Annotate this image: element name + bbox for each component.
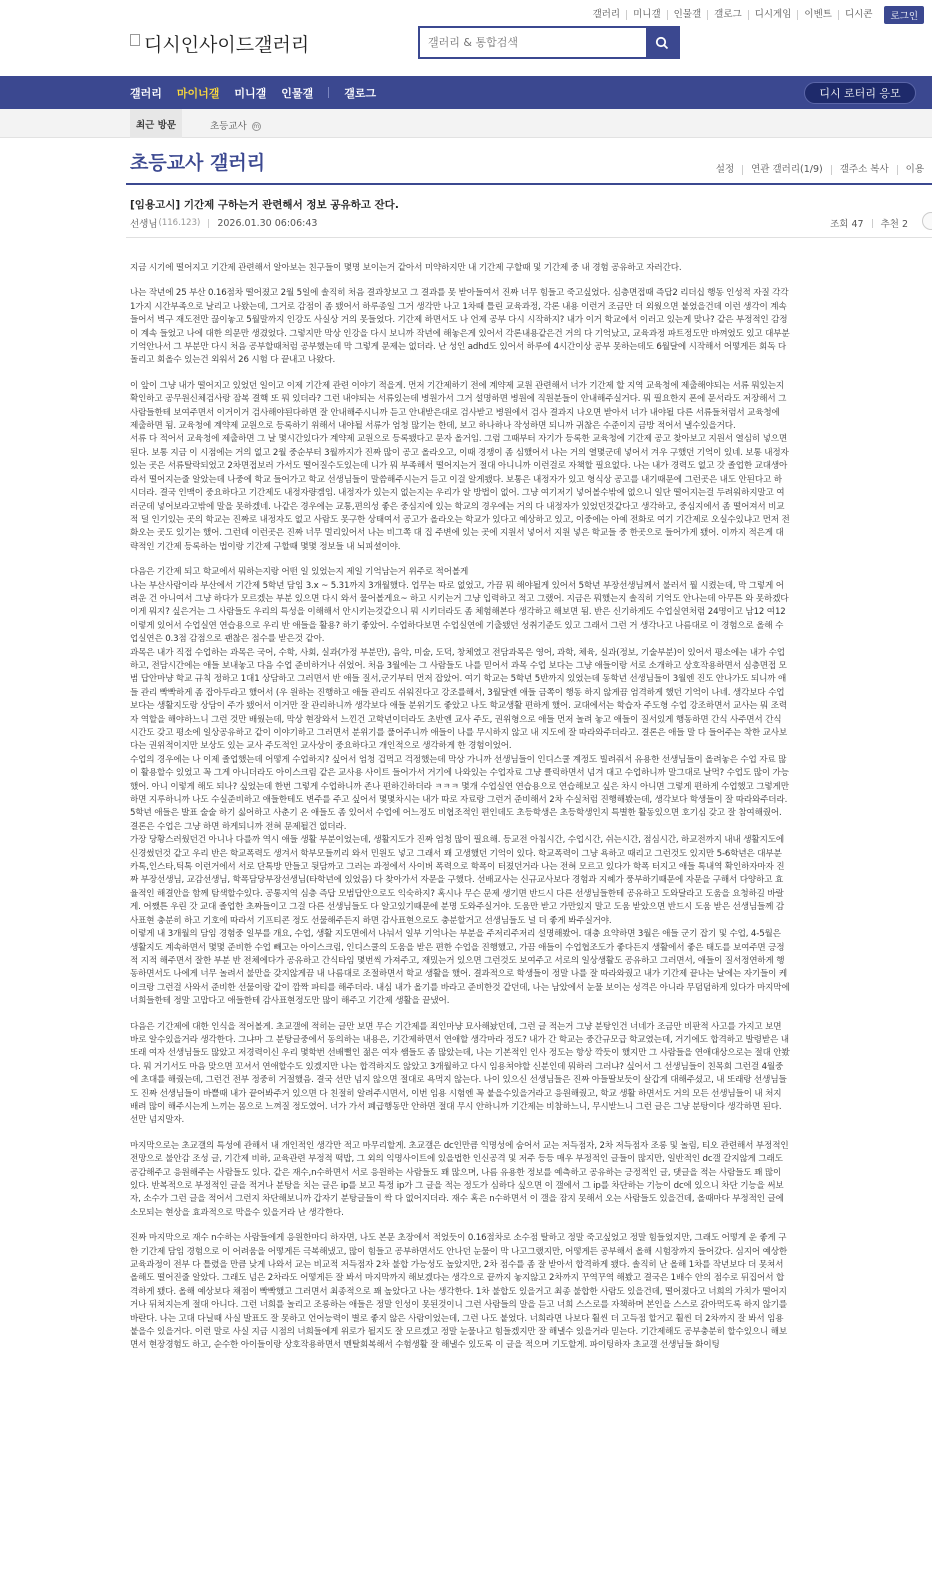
top-links — [587, 6, 924, 24]
nav-divider — [328, 87, 329, 98]
post-paragraph: 가장 당황스러웠던건 아니나 다를까 역시 애들 생활 부분이었는데, 생활지도가 진짜 엄청 많이 필요해. 등교전 아침시간, 수업시간, 쉬는시간, 점심시간, 하교전까지 내내 생활지도에 신경썼던것 같고 우리 반은 학교폭력도 생겨서 학부모들끼리 와서 민원도 넣고 그래서 꽤 고생했던 기억이 있다. 학교폭력이 그냥 욕하고 때리고 그런것도 있지만 5-6학년은 대부분 카톡,인스타,틱톡 이런거에서 서로 단톡방 만들고 뒷담까고 그러는 과정에서 사이버 폭력으로 학폭이 터졌던거라 나는 전혀 모르고 있다가 학폭 터지고 애들 톡내역 확인하자마자 진짜 부장선생님, 교감선생님, 학폭담당부장선생님(타학년에 있었음) 다 찾아가서 자문을 구했다. 선배교사는 신규교사보다 경험과 지혜가 풍부하기때문에 자문을 구해서 다양하고 효율적인 해결안을 함께 탐색할수있다. 공통지역 심층 즉답 모범답안으로도 익숙하지? 혹시나 무슨 문제 생기면 반드시 다른 선생님들한테 공유하고 도와달라고 도움을 요청하길 바랄게. 어쨌튼 우린 갓 교대 졸업한 초짜들이고 그걸 다른 선생님들도 다 알고있기때문에 분명 도와주실거야. 도움만 받고 가만있지 말고 도움 받았으면 반드시 도움 받은 선생님들께 감사표현 충분히 하고 기호에 따라서 기프티콘 정도 선물해주든지 하면 감사표현으로도 충분할거고 선생님들도 널 더 좋게 봐주실거야. — [130, 835, 785, 926]
post-paragraph: 진짜 마지막으로 재수 n수하는 사람들에게 응원한마디 하자면, 나도 본문 초장에서 적었듯이 0.16점차로 소수점 탈하고 정말 죽고싶었고 정말 힘들었지만, 그래도 어떻게 운 좋게 구한 기간제 담임 경험으로 이 어려움을 어떻게든 극복해냈고, 많이 힘들고 공부하면서도 안나던 눈물이 막 나고그랬지만, 어떻게든 공부해서 올해 시험장까지 들어갔다. 심지어 예상한 교육과정이 전부 다 틀렸을 만큼 낮게 나와서 교는 비교적 저득점자 2차 불합 가능성도 높았지만, 2차 점수를 좀 잘 받아서 합격하게 됐다. 솔직히 난 올해 1차를 작년보다 더 못쳐서 올해도 떨어진줄 알았다. 그래도 넘은 2차라도 어떻게든 잘 봐서 마지막까지 해보겠다는 생각으로 끝까지 놓지않고 2차까지 꾸역꾸역 해봤고 결국은 1배수 안의 점수로 뒤집어서 합격하게 됐다. 올해 예상보다 채점이 빡빡했고 그러면서 최종적으로 꽤 높았다고 나는 생각한다. 1차 불합도 있을거고 최종 불합한 사람도 있을건데, 떨어졌다고 너희의 가치가 떨어지거나 뒤쳐지는게 절대 아니다. 그런 너희를 놀리고 조롱하는 애들은 정말 인성이 못된것이니 그런 사람들의 말을 듣고 너희 스스로를 자책하며 본인을 스스로 갉아먹도록 하지 않기를 바란다. 나는 고대 다닐때 사실 발표도 잘 못하고 언어능력이 별로 좋지 않은 사람이었는데, 그런 나도 붙었다. 너희라면 나보다 훨씬 더 고득점 할거고 훨씬 더 2차까지 잘 봐서 임용 붙을수 있을거다. 이런 말로 사실 지금 시점의 너희들에게 위로가 될지도 잘 모르겠고 정말 눈물나고 힘들겠지만 잘 해낼수 있을거라 믿는다. 기간제해도 공부충분히 할수있으니 해보면서 현장경험도 하고, 순수한 아이들이랑 상호작용하면서 멘탈회복해서 수험생활 잘 해낼수 있도록 이 글을 적으며 기도할게. 파이팅하자 초교갤 선생님들 화이팅 — [130, 1233, 788, 1351]
copy-gallery-url-link[interactable]: 갤주소 복사 — [831, 165, 897, 175]
post-info — [130, 216, 317, 230]
post-paragraph: 다음은 기간제 되고 학교에서 뭐하는지랑 어떤 일 있었는지 제일 기억남는거 위주로 적어볼게 — [130, 567, 469, 578]
nav-item-gallery[interactable]: 갤러리 — [130, 86, 162, 100]
top-link-dccon[interactable]: 디시콘 — [838, 10, 879, 20]
nav-item-minorgal[interactable]: 마이너갤 — [176, 86, 220, 100]
post-paragraph: 수업의 경우에는 나 이제 졸업했는데 어떻게 수업하지? 싶어서 엄청 겁먹고 걱정했는데 막상 가니까 선생님들이 인디스쿨 계정도 빌려줘서 유용한 선생님들이 올려놓은 수업 자료 많이 활용할수 있었고 꼭 그게 아니더라도 아이스크림 같은 교사용 사이트 들어가서 거기에 나와있는 수업자료 그냥 클릭하면서 넘겨 대고 수업하니까 말그대로 날먹? 수업도 많이 가능했어. 아니 이렇게 해도 되나? 싶었는데 한번 그렇게 수업하니까 존나 편하긴하더라 ㅋㅋㅋ 몇개 수업실연 연습용으로 연습해보고 싶은 차시 아니면 그렇게 편하게 수업했고 그렇게만 하면 지루하니까 나도 수실준비하고 애들한테도 변주를 주고 싶어서 몇몇차시는 내가 따로 자료랑 그런거 준비해서 2차 수실처럼 진행해봤는데, 생각보다 학생들이 잘 따라와주더라. 5학년 애들은 발표 술술 하기 싫어하고 사춘기 온 애들도 좀 있어서 수업에 어느정도 비협조적인 편인데도 초등학생은 초등학생인지 특별한 활동있으면 호기심 갖고 잘 참여해줬어. 결론은 수업은 그냥 하면 하게되니까 전혀 문제될건 없더라. — [130, 754, 789, 832]
related-galleries-link[interactable]: 연관 갤러리(1/9) — [742, 165, 831, 175]
post-title: [임용고시] 기간제 구하는거 관련해서 정보 공유하고 잔다. — [130, 199, 399, 211]
top-link-person[interactable]: 인물갤 — [667, 10, 708, 20]
post-author-ip: (116.123) — [158, 218, 201, 228]
top-link-gallery[interactable]: 갤러리 — [592, 9, 621, 20]
top-link-gallog[interactable]: 갤로그 — [707, 10, 748, 20]
post-paragraph: 나는 부산사람이라 부산에서 기간제 5학년 담임 3.x ~ 5.31까지 3개월했다. 업무는 따로 없었고, 가끔 뭐 해야될게 있어서 5학년 부장선생님께서 불러서 뭘 시켰는데, 막 그렇게 어려운 건 아니여서 그냥 하다가 모르겠는 부분 있으면 다시 와서 물어볼게요~ 하고 시키는거 그냥 입력하고 적고 그랬어. 지금은 뭐했는지 솔직히 기억도 안나는데 아무튼 와 못하겠다 이게 뭐지? 싶은거는 그 사람들도 우리의 특성을 이해해서 안시키는것같으니 뭐 시키더라도 좀 체험해본다 생각하고 해보면 됨. 반은 신기하게도 수업실연처럼 24명이고 남12 여12 이렇게 있어서 수업실연 연습용으로 우리 반 애들을 활용? 하기 좋았어. 수업하다보면 수업실연에 기출됐던 성취기준도 있고 그래서 그런 거 생각나고 나름대로 이 경험으로 올해 수업실연은 0.3점 감점으로 괜찮은 점수를 받은것 같아. — [130, 580, 789, 645]
search-input[interactable] — [420, 28, 646, 57]
search-icon — [655, 36, 669, 50]
nav-item-gallog[interactable]: 갤로그 — [344, 86, 377, 100]
gallery-usage-link[interactable]: 이용 — [897, 165, 932, 175]
post-paragraph: 지금 시기에 떨어지고 기간제 관련해서 알아보는 친구들이 몇명 보이는거 같아서 미약하지만 내 기간제 구할때 및 기간제 중 내 경험 공유하고 자러간다. — [130, 263, 682, 273]
main-nav — [0, 76, 932, 109]
recent-visits-label: 최근 방문 — [130, 109, 182, 138]
nav-item-minigal[interactable]: 미니갤 — [234, 86, 267, 100]
post-stats — [830, 216, 908, 230]
post-views: 조회 47 — [830, 219, 864, 230]
post-paragraph: 나는 작년에 25 부산 0.16점차 떨어졌고 2월 5일에 솔직히 처음 결과창보고 그 결과를 못 받아들여서 진짜 너무 힘들고 죽고싶었다. 심층면접때 즉답2 리더십 행동 인성적 자질 각각 1가지 시간부족으로 날리고 나왔는데, 그거로 감점이 좀 됐어서 하루종일 그거 생각만 나고 1차때 틀린 교육과정, 각론 내용 이런거 조금만 더 외웠으면 붙었을건데 이런 생각이 계속 들어서 벽구 재도전만 끊이놓고 5월말까지 인강도 사실상 거의 못들었다. 기간제 하면서도 나 언제 공부 다시 시작하지? 내가 이거 학교에서 이러고 있는게 맞나? 같은 부정적인 감정이 계속 들었고 나에 대한 의문만 생겼었다. 그렇지만 막상 인강을 다시 보니까 작년에 해놓은게 있어서 각론내용같은건 거의 다 기억났고, 교육과정 파트정도만 바껴었도 있고 대부분 기억안나서 그 부분만 다시 처음 공부할때처럼 공부했는데 막 그렇게 문제는 없더라. 난 성인 adhd도 있어서 하루에 4시간이상 공부 못하는데도 6월달에 시작해서 어떻게든 회독 다 돌리고 회올수 있는건 외워서 26 시험 다 끝내고 나왔다. — [130, 288, 790, 366]
gallery-menu — [708, 165, 932, 175]
broken-image-icon — [130, 34, 140, 46]
nav-item-persongal[interactable]: 인물갤 — [281, 86, 314, 100]
gallery-divider — [126, 183, 932, 185]
gallery-title[interactable]: 초등교사 갤러리 — [130, 152, 266, 174]
site-logo[interactable] — [130, 30, 309, 57]
post-paragraph: 다음은 기간제에 대한 인식을 적어볼게. 초교갤에 적히는 글만 보면 무슨 기간제를 죄인마냥 묘사해놨던데, 그런 글 적는거 그냥 분탕인건 너네가 조금만 비판적 사고를 가지고 보면 바로 알수있을거라 생각한다. 그냐마 그 분탕글중에서 동의하는 내용은, 기간제하면서 연애할 생각마라 정도? 내가 간 학교는 중간규모급 학교였는데, 거기에도 합격하고 발령받은 내 또래 여자 선생님들도 많았고 저경력이신 우리 몇학번 선배뻘인 젊은 여자 쌤들도 좀 많았는데, 나는 기본적인 인사 정도는 항상 깍듯이 했지만 그 사람들을 연애대상으로는 절대 안봤다. 뭐 거기서도 마음 맞으면 꼬셔서 연애할수도 있겠지만 나는 합격하지도 않았고 3개월하고 다시 임용쳐야할 신분인데 뭐하러 그러냐? 싶어서 그 선생님들이 친목회 그런걸 4월중에 초대를 해줬는데, 그런건 전부 정중히 거절했음. 결국 선만 넘지 않으면 절대로 욕먹지 않는다. 나이 있으신 선생님들은 진짜 아들딸보듯이 살갑게 대해주셨고, 내 또래랑 선생님들도 진짜 선생님들이 바쁠때 내가 끝어봐주거 있으면 다 친절히 알려주시면서, 이번 임용 시험엔 꼭 붙을수있을거라고 응원해줬고, 학교 생활 하면서도 거의 모든 선생님들이 내 처지 배려 많이 해주시는게 느끼는 몸으로 느껴질 정도였어. 너가 가서 폐급행동만 안하면 절대 무시 안하니까 기간제는 비참하느니, 무시받느니 그런 글은 그냥 분탕이다 생각하면 된다. 선만 넘지말자. — [130, 1021, 790, 1126]
post-recommends: 추천 2 — [880, 219, 908, 230]
minor-gallery-badge-icon: m — [253, 123, 260, 130]
lottery-button[interactable]: 디시 로터리 응모 — [804, 82, 916, 104]
info-divider — [208, 219, 209, 228]
post-paragraph: 이 앞이 그냥 내가 떨어지고 있었던 일이고 이제 기간제 관련 이야기 적을게. 먼저 기간제하기 전에 계약제 교원 관련해서 너가 기간제 할 지역 교육청에 제출해야되는 서류 뭐있는지 확인하고 공무원신체검사랑 잠복 결핵 또 뭐 있더라? 그런 내야되는 서류있는데 병원가서 그거 설명하면 병원에 직원분들이 안내해주실거다. 뭐 필요한지 폰에 문서라도 저장해서 그 사람들한테 보여주면서 이거이거 검사해야된다하면 잘 안내해주시니까 듣고 안내받은대로 검사받고 병원에서 검사 결과지 나오면 받아서 너가 내야될 다른 서류들처럼서 교육청에 제출하면 됨. 교육청에 계약제 교원으로 등록하기 위해서 내야될 서류가 엄청 많기는 한데, 보고 하나하나 작성하면 되니까 귀찮은 수준이지 금방 적어서 낼수있을거다. — [130, 380, 787, 432]
post-paragraph: 마지막으로는 초교갤의 특성에 관해서 내 개인적인 생각만 적고 마무리할게. 초교갤은 dc인만큼 익명성에 숨어서 교는 저득점자, 2차 저득점자 조롱 및 놀림, 티오 관련해서 부정적인 전망으로 불안감 조성 글, 기간제 비하, 교육관련 부정적 떡밥, 그 외의 익명사이트에 있을법한 인신공격 및 저주 등등 매우 부정적인 글들이 많지만, 일반적인 dc갤 갈지않게 그래도 공감해주고 응원해주는 사람들도 있다. 같은 재수,n수하면서 서로 응원하는 사람들도 꽤 많으며, 나름 유용한 정보를 예측하고 공유하는 긍정적인 글, 댓글을 적는 사람들도 꽤 많이 있다. 반복적으로 부정적인 글을 적거나 분탕을 치는 글은 ip를 보고 특정 ip가 그 글을 적는 정도가 심하다 싶으면 이 갤에서 그 ip를 차단하는 기능이 dc에 있으니 차단 기능을 써보자, 소수가 그런 글을 적어서 그런지 차단해보니까 갑자기 분탕글들이 싹 다 없어지더라. 재수 혹은 n수하면서 이 갤을 잠지 못해서 오는 사람들도 있을건데, 올때마다 부정적인 글에 소모되는 현상을 효과적으로 막을수 있을거라 난 생각한다. — [130, 1140, 789, 1218]
post-content — [130, 262, 790, 1365]
recent-visit-item-label: 초등교사 — [210, 121, 247, 132]
stats-divider — [872, 219, 873, 228]
logo-text: 디시인사이드갤러리 — [144, 34, 310, 56]
recent-visit-item[interactable] — [210, 118, 261, 132]
top-link-dcgame[interactable]: 디시게임 — [748, 10, 798, 20]
gallery-settings-link[interactable]: 설정 — [715, 164, 735, 175]
recent-visits-bar — [0, 109, 932, 138]
search-box — [418, 26, 680, 59]
post-header-divider — [126, 237, 932, 238]
top-link-minigal[interactable]: 미니갤 — [626, 10, 667, 20]
top-link-event[interactable]: 이벤트 — [797, 10, 838, 20]
search-button[interactable] — [646, 28, 678, 57]
post-date: 2026.01.30 06:06:43 — [217, 217, 318, 229]
post-paragraph: 서류 다 적어서 교육청에 제출하면 그 날 몇시간있다가 계약제 교원으로 등록됐다고 문자 올거임. 그럼 그때부터 자기가 등록한 교육청에 기간제 공고 찾아보고 지원서 열심히 넣으면 된다. 보통 지금 이 시점에는 거의 없고 2월 중순부터 3월까지가 진짜 많이 공고 올라오고, 이때 경쟁이 좀 심했어서 나는 거의 열몇군데 넣어서 겨우 구했던 기억이 있네. 보통 내정자 있는 곳은 서류탈락되었고 2차면접보러 가서도 떨어질수도있는데 니가 뭐 부족해서 떨어지는거 절대 아니니까 이런걸로 자책할 필요없다. 나는 내가 경력도 없고 갓 졸업한 교대생아라서 떨어지는줄 알았는데 나중에 학교 들어가고 학교 선생님들이 말씀해주시는거 듣고 이걸 알게됐다. 보통은 내정자가 있고 형식상 공고를 내기때문에 그런곳은 내도 안된다고 하시더라. 결국 인맥이 중요하다고 기간제도 내정자량겜임. 내정자가 있는지 없는지는 우리가 알 방법이 없어. 그냥 여기저기 넣어볼수밖에 없으니 일단 떨어지는걸 두려워하지말고 여러군데 넣어보라고밖에 말을 못하겠네. 나같은 경우에는 교통,편의성 좋은 중심지에 있는 학교의 경우에는 거의 다 내정자가 있었던것같다고 생각하고, 중심지에서 좀 떨어져서 비교적 덜 인기있는 곳의 학교는 진짜로 내정자도 없고 사람도 못구한 상태여서 공고가 올라오는 학교가 있다고 예상하고 있고, 이중에는 아예 전화로 여기 기간제로 오실수있냐고 먼저 전화오는 곳도 있기는 했어. 그런데 이런곳은 진짜 너무 멀리있어서 나는 비그쪽 대 집 주변에 있는 곳에 지원서 넣어서 지원 넣은 학교들 중 한곳으로 들어가게 됐어. 이까지 적은게 대략적인 기간제 등록하는 법이랑 기간제 구할때 몇몇 정보들 내 뇌피셜이야. — [130, 434, 790, 552]
comment-jump-icon[interactable] — [922, 212, 932, 230]
post-paragraph: 이렇게 내 3개월의 담임 경험중 일부를 개요, 수업, 생활 지도면에서 나눠서 일부 기억나는 부분을 주저리주저리 설명해봤어. 대충 요약하면 3월은 애들 군기 잡기 및 수업, 4-5월은 생활지도 계속하면서 몇몇 준비한 수업 빼고는 아이스크림, 인디스쿨의 도움을 받은 편한 수업을 진행했고, 가끔 애들이 수업협조도가 좋다든지 생활에서 좋은 태도를 보여주면 긍정적 지적 해주면서 잘한 부분 반 전체에다가 공유하고 간식타임 몇번씩 가져주고, 재밌는거 있으면 그런것도 보여주고 서로의 일상생활도 공유하고 그러면서, 애들이 질서정연하게 행동하면서도 나에게 너무 놀려서 불만을 갖지않게끔 내 나름대로 조절하면서 학교 생활을 했어. 결과적으로 학생들이 정말 나를 잘 따라와줬고 내가 기간제 끝나는 날에는 자기들이 케이크랑 그런걸 사와서 준비한 선물이랑 같이 깜짝 파티를 해주더라. 내심 내가 올기를 바라고 준비한것 같던데, 나는 남았에서 눈물 보이는 성격은 아니라 무덤덤하게 있다가 마지막에 너희들한테 정말 고맙다고 애들한테 감사표현정도만 많이 해주고 기간제 생활을 끝냈어. — [130, 929, 790, 1007]
login-button[interactable]: 로그인 — [884, 6, 924, 24]
post-author[interactable]: 선생님 — [130, 219, 158, 230]
post-paragraph: 과목은 내가 직접 수업하는 과목은 국어, 수학, 사회, 실과(가정 부분만), 음악, 미술, 도덕, 창체였고 전담과목은 영어, 과학, 체육, 실과(정보, 기술부분)이 있어서 평소에는 내가 수업하고, 전담시간에는 애들 보내놓고 다음 수업 준비하거나 쉬었어. 처음 3월에는 그 사람들도 나를 믿어서 과목 수업 보다는 그냥 애들이랑 서로 소개하고 상호작용하면서 심층면접 모범 답안마냥 학교 규칙 정하고 1대1 상담하고 그러면서 반 애들 질서,군기부터 먼저 잡았어. 여기 학교는 5학년 5반까지 있었는데 동학년 선생님들이 3월엔 진도 안나가도 되니까 애들 관리 빡빡하게 좀 잡아두라고 했어서 (우 원하는 진행하고 애들 관리도 쉬워진다고 강조를해서, 3월달엔 애들 금쪽이 행동 하지 않게끔 엄격하게 했던 기억이 나네. 생각보다 수업보다는 생활지도랑 상담이 주가 됐어서 이거만 잘 관리하니까 생각보다 애들 분위기도 좋았고 나도 학교생활 편하게 했어. 교대에서는 학습자 주도형 수업 강조하면서 교사는 뭐 조력자 역할을 해야하느니 그런 것만 배웠는데, 막상 현장와서 느낀건 고학년이더라도 초반엔 교사 주도, 권위형으로 애들 먼저 놀려 놓고 애들이 질서있게 행동하면 간식 사주면서 간식 시간도 갖고 평소에 일상공유하고 같이 이야기하고 그러면서 분위기를 풀어주니까 애들이 나를 무시하지 않고 내 지도에 잘 따라와주더라고. 결론은 애들 말 다 들어주는 착한 교사보다는 권위적이지만 보상도 있는 교사 주도적인 교사상이 중요하다고 개인적으로 생각하게 한 경험이었어. — [130, 647, 788, 752]
